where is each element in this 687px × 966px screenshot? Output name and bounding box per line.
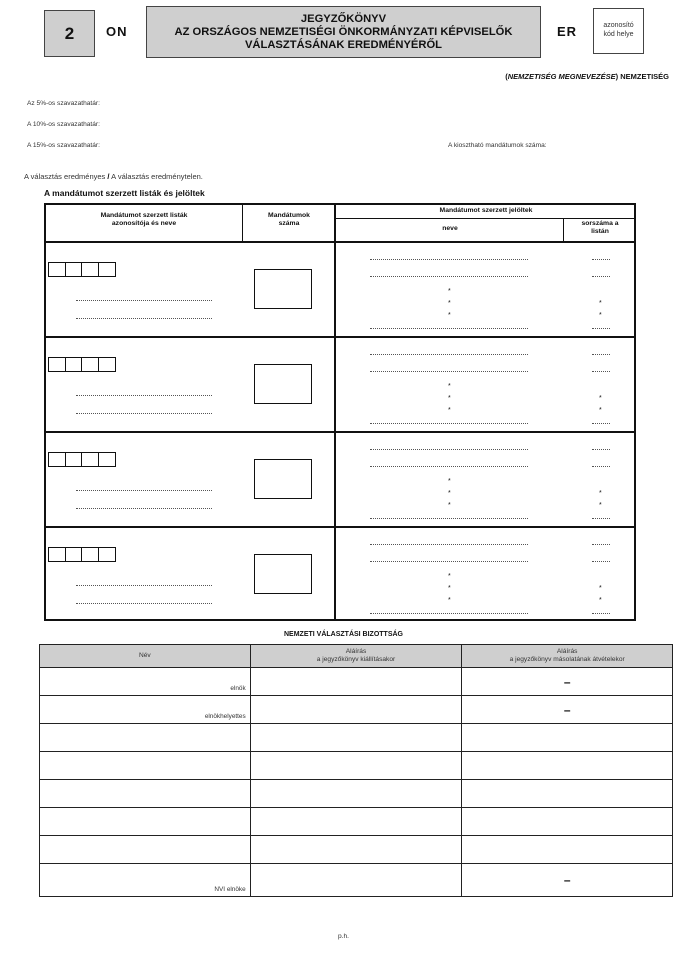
id-digit-cell[interactable] [82, 453, 99, 466]
candidate-rank-line[interactable] [592, 354, 610, 355]
paren-close: ) [615, 72, 619, 81]
signature-issue-cell[interactable] [250, 752, 462, 780]
asterisk-mark: * [599, 300, 602, 307]
asterisk-mark: * [448, 300, 451, 307]
signature-copy-cell[interactable] [462, 808, 673, 836]
signature-issue-cell[interactable] [250, 836, 462, 864]
candidate-rank-line[interactable] [592, 561, 610, 562]
signature-issue-cell[interactable] [250, 864, 462, 897]
signature-copy-cell[interactable] [462, 780, 673, 808]
asterisk-mark: * [599, 312, 602, 319]
header-mandates-2: száma [278, 220, 300, 227]
committee-row [40, 668, 673, 696]
list-name-line[interactable] [76, 603, 212, 604]
list-name-line[interactable] [76, 300, 212, 301]
mandate-count-box[interactable] [254, 554, 312, 594]
asterisk-mark: * [599, 597, 602, 604]
signature-copy-cell[interactable]: – [462, 668, 673, 696]
grid-line [46, 336, 634, 338]
name-cell[interactable] [40, 724, 251, 752]
list-name-line[interactable] [76, 508, 212, 509]
grid-line [563, 218, 564, 241]
title-line-3: VÁLASZTÁSÁNAK EREDMÉNYÉRŐL [244, 38, 443, 51]
candidate-rank-line[interactable] [592, 449, 610, 450]
header-mandates [244, 212, 334, 228]
list-name-line[interactable] [76, 585, 212, 586]
signature-copy-cell[interactable]: – [462, 696, 673, 724]
committee-row [40, 780, 673, 808]
grid-line [46, 241, 634, 243]
id-digit-cell[interactable] [66, 358, 83, 371]
header-candidates: Mandátumot szerzett jelöltek [439, 207, 533, 214]
mandate-count-box[interactable] [254, 459, 312, 499]
committee-title: NEMZETI VÁLASZTÁSI BIZOTTSÁG [284, 631, 403, 638]
candidate-rank-line[interactable] [592, 466, 610, 467]
candidate-name-line[interactable] [370, 544, 528, 545]
signature-copy-cell[interactable] [462, 752, 673, 780]
section-title: A mandátumot szerzett listák és jelöltek [44, 188, 205, 198]
signature-copy-cell[interactable] [462, 724, 673, 752]
candidate-name-line[interactable] [370, 371, 528, 372]
col-name: Név [40, 645, 251, 668]
form-number-text: 2 [64, 23, 75, 43]
id-digit-cell[interactable] [66, 548, 83, 561]
col-sign-copy-2: a jegyzőkönyv másolatának átvételekor [509, 656, 625, 663]
result-fail: A választás eredménytelen. [111, 172, 203, 181]
asterisk-mark: * [599, 585, 602, 592]
candidate-rank-line[interactable] [592, 518, 610, 519]
signature-copy-cell[interactable] [462, 836, 673, 864]
asterisk-mark: * [448, 288, 451, 295]
nationality-placeholder: NEMZETISÉG MEGNEVEZÉSE [507, 72, 616, 81]
candidate-rank-line[interactable] [592, 259, 610, 260]
col-sign-issue [250, 645, 462, 668]
asterisk-mark: * [448, 383, 451, 390]
committee-row [40, 696, 673, 724]
grid-line [242, 205, 243, 241]
committee-header-row [40, 645, 673, 668]
stamp-place: p.h. [338, 933, 349, 940]
mandate-count-box[interactable] [254, 364, 312, 404]
name-cell[interactable] [40, 752, 251, 780]
signature-issue-cell[interactable] [250, 668, 462, 696]
candidate-rank-line[interactable] [592, 544, 610, 545]
id-digit-cell[interactable] [82, 358, 99, 371]
id-digit-cell[interactable] [99, 548, 115, 561]
asterisk-mark: * [448, 573, 451, 580]
id-digit-cell[interactable] [66, 263, 83, 276]
id-digit-cell[interactable] [99, 263, 115, 276]
asterisk-mark: * [599, 490, 602, 497]
candidate-name-line[interactable] [370, 561, 528, 562]
candidate-name-line[interactable] [370, 423, 528, 424]
threshold-5: Az 5%-os szavazathatár: [27, 100, 100, 107]
grid-line [46, 526, 634, 528]
asterisk-mark: * [448, 490, 451, 497]
id-digit-cell[interactable] [99, 358, 115, 371]
header-rank-1: sorszáma a [581, 220, 619, 227]
candidate-name-line[interactable] [370, 259, 528, 260]
list-name-line[interactable] [76, 395, 212, 396]
candidate-rank-line[interactable] [592, 371, 610, 372]
signature-issue-cell[interactable] [250, 808, 462, 836]
committee-row [40, 808, 673, 836]
candidate-name-line[interactable] [370, 518, 528, 519]
signature-copy-cell[interactable]: – [462, 864, 673, 897]
asterisk-mark: * [599, 407, 602, 414]
name-cell[interactable] [40, 780, 251, 808]
header-mandates-1: Mandátumok [268, 212, 310, 219]
document-title [146, 6, 541, 58]
candidate-rank-line[interactable] [592, 423, 610, 424]
result-success: A választás eredményes [24, 172, 106, 181]
mandates-table [44, 203, 636, 621]
name-cell[interactable] [40, 836, 251, 864]
header-lists-1: Mandátumot szerzett listák [100, 212, 188, 219]
asterisk-mark: * [448, 478, 451, 485]
name-cell[interactable]: elnökhelyettes [40, 696, 251, 724]
id-digit-cell[interactable] [49, 548, 66, 561]
candidate-name-line[interactable] [370, 449, 528, 450]
signature-issue-cell[interactable] [250, 696, 462, 724]
header-lists-2: azonosítója és neve [111, 220, 177, 227]
id-digit-cell[interactable] [66, 453, 83, 466]
grid-line [46, 431, 634, 433]
candidate-rank-line[interactable] [592, 613, 610, 614]
title-line-1: JEGYZŐKÖNYV [300, 12, 387, 25]
name-cell[interactable]: elnök [40, 668, 251, 696]
candidate-name-line[interactable] [370, 466, 528, 467]
header-lists [46, 212, 242, 228]
mandate-count-box[interactable] [254, 269, 312, 309]
candidate-rank-line[interactable] [592, 276, 610, 277]
seats-label: A kiosztható mandátumok száma: [448, 142, 547, 149]
header-rank [564, 220, 636, 236]
id-code-box [593, 8, 644, 54]
committee-row [40, 864, 673, 897]
header-rank-2: listán [591, 228, 609, 235]
list-name-line[interactable] [76, 490, 212, 491]
committee-row [40, 724, 673, 752]
list-id-boxes[interactable] [48, 357, 116, 372]
col-sign-copy-1: Aláírás [556, 648, 578, 655]
id-digit-cell[interactable] [82, 263, 99, 276]
id-code-label-1: azonosító [603, 22, 634, 29]
paren-open: ( [505, 72, 508, 81]
name-cell[interactable] [40, 808, 251, 836]
col-sign-issue-1: Aláírás [345, 648, 367, 655]
grid-line [334, 205, 336, 619]
signature-issue-cell[interactable] [250, 724, 462, 752]
list-name-line[interactable] [76, 318, 212, 319]
result-separator: / [107, 172, 110, 181]
threshold-15: A 15%-os szavazathatár: [27, 142, 100, 149]
list-id-boxes[interactable] [48, 547, 116, 562]
asterisk-mark: * [448, 312, 451, 319]
candidate-name-line[interactable] [370, 354, 528, 355]
grid-line [336, 218, 636, 219]
asterisk-mark: * [448, 407, 451, 414]
form-number [44, 10, 95, 57]
right-code: ER [557, 24, 578, 39]
list-id-boxes[interactable] [48, 452, 116, 467]
id-digit-cell[interactable] [99, 453, 115, 466]
name-cell[interactable]: NVI elnöke [40, 864, 251, 897]
asterisk-mark: * [448, 597, 451, 604]
nationality-line [505, 72, 669, 81]
candidate-name-line[interactable] [370, 276, 528, 277]
nationality-suffix: NEMZETISÉG [620, 72, 669, 81]
id-digit-cell[interactable] [49, 453, 66, 466]
col-sign-issue-2: a jegyzőkönyv kiállításakor [316, 656, 396, 663]
id-digit-cell[interactable] [49, 358, 66, 371]
id-digit-cell[interactable] [82, 548, 99, 561]
candidate-rank-line[interactable] [592, 328, 610, 329]
signature-issue-cell[interactable] [250, 780, 462, 808]
col-sign-copy [462, 645, 673, 668]
committee-row [40, 752, 673, 780]
list-id-boxes[interactable] [48, 262, 116, 277]
list-name-line[interactable] [76, 413, 212, 414]
threshold-10: A 10%-os szavazathatár: [27, 121, 100, 128]
title-line-2: AZ ORSZÁGOS NEMZETISÉGI ÖNKORMÁNYZATI KÉPVISELŐK [174, 25, 513, 38]
asterisk-mark: * [448, 502, 451, 509]
asterisk-mark: * [599, 395, 602, 402]
candidate-name-line[interactable] [370, 613, 528, 614]
candidate-name-line[interactable] [370, 328, 528, 329]
committee-table [39, 644, 673, 897]
result-line [24, 172, 203, 181]
asterisk-mark: * [599, 502, 602, 509]
id-code-label-2: kód helye [603, 31, 634, 38]
asterisk-mark: * [448, 585, 451, 592]
committee-row [40, 836, 673, 864]
left-code: ON [106, 24, 128, 39]
id-digit-cell[interactable] [49, 263, 66, 276]
header-name: neve [442, 225, 458, 232]
asterisk-mark: * [448, 395, 451, 402]
